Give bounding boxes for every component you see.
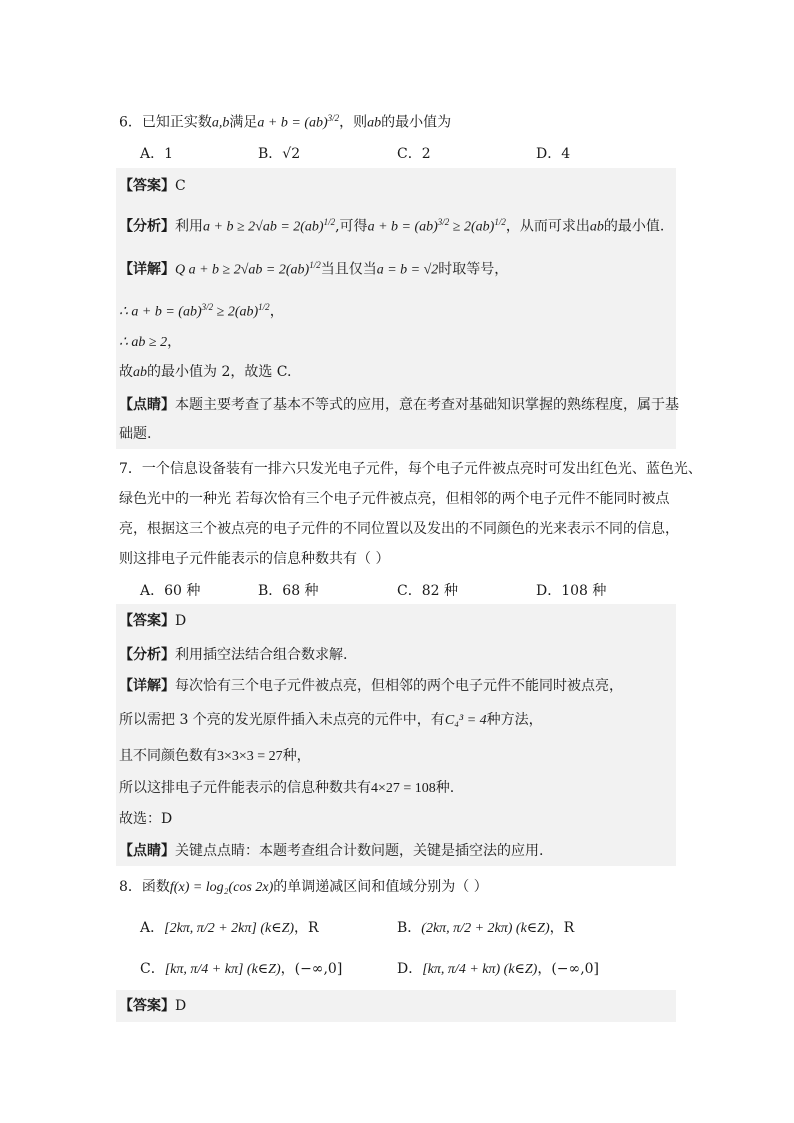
option-tail: ，R <box>294 920 319 936</box>
text: ， <box>167 334 182 350</box>
option-label: D． <box>397 961 423 977</box>
math: ab <box>589 219 604 235</box>
text: 种， <box>282 748 311 764</box>
analysis-tag: 【分析】 <box>119 218 175 235</box>
comment-tag: 【点睛】 <box>119 843 175 859</box>
q8-option-c <box>140 959 342 980</box>
q7-detail-line2 <box>119 710 543 731</box>
q7-stem-line3: 亮，根据这三个被点亮的电子元件的不同位置以及发出的不同颜色的光来表示不同的信息， <box>119 521 679 537</box>
answer-value: D <box>175 613 187 629</box>
option-label: C． <box>140 961 165 977</box>
math: 3×3×3 = 27 <box>217 749 283 764</box>
q6-detail-line3 <box>119 332 181 353</box>
q7-answer <box>119 611 186 631</box>
math: a + b ≥ 2√ab = 2(ab) <box>203 219 324 235</box>
comment-tag: 【点睛】 <box>119 397 175 413</box>
math: ≥ 2(ab) <box>213 304 259 320</box>
math: ∴ ab ≥ 2 <box>119 335 168 350</box>
detail-tag: 【详解】 <box>119 678 175 694</box>
q7-detail-line4 <box>119 778 454 799</box>
answer-value: D <box>175 998 187 1014</box>
text: 关键点点睛：本题考查组合计数问题，关键是插空法的应用. <box>175 843 544 859</box>
text: 所以需把 3 个亮的发光原件插入未点亮的元件中，有 <box>119 712 445 728</box>
math: C₄³ = 4 <box>444 713 487 728</box>
math: Q a + b ≥ 2√ab = 2(ab) <box>175 262 310 278</box>
exponent: 1/2 <box>494 217 506 227</box>
q7-stem-line1: 7．一个信息设备装有一排六只发光电子元件，每个电子元件被点亮时可发出红色光、蓝色光、 <box>119 461 702 477</box>
q8-solution-panel <box>116 990 676 1022</box>
math: ∴ a + b = (ab) <box>119 304 202 320</box>
math: [2kπ, π/2 + 2kπ] (k∈Z) <box>164 921 295 936</box>
q6-stem-post2: 的最小值为 <box>381 114 452 131</box>
q6-comment <box>119 395 679 415</box>
q6-analysis <box>119 212 664 238</box>
q6-detail <box>119 255 508 281</box>
analysis-tag: 【分析】 <box>119 647 175 663</box>
q6-detail-line2 <box>119 297 284 323</box>
q6-condition: a + b = (ab) <box>257 115 328 131</box>
q7-solution-panel <box>116 604 676 866</box>
q8-stem <box>119 877 488 898</box>
q6-comment-cont: 础题. <box>119 426 152 442</box>
q6-option-b: B．√2 <box>258 146 301 162</box>
q6-condition-exponent: 3/2 <box>327 113 340 123</box>
option-label: A． <box>140 920 165 936</box>
exponent: 1/2 <box>309 260 321 270</box>
exponent: 1/2 <box>258 302 270 312</box>
exponent: 1/2 <box>323 217 336 227</box>
q7-option-d: D．108 种 <box>536 583 607 599</box>
q6-option-a: A．1 <box>140 146 174 162</box>
math: a + b = (ab) <box>367 219 438 235</box>
q7-detail <box>119 676 623 696</box>
math: ≥ 2(ab) <box>449 219 495 235</box>
option-label: B． <box>397 920 422 936</box>
math: (2kπ, π/2 + 2kπ) (k∈Z) <box>421 921 550 936</box>
q7-option-b: B．68 种 <box>258 583 319 599</box>
text: 利用 <box>175 218 203 235</box>
q8-option-b <box>397 918 574 939</box>
q7-detail-line3 <box>119 746 311 767</box>
answer-value: C <box>175 178 186 194</box>
q6-vars: a,b <box>211 115 230 131</box>
text: 的最小值为 2，故选 C. <box>147 364 292 380</box>
text: 当且仅当 <box>320 261 377 278</box>
q6-stem-mid: 满足 <box>229 114 258 131</box>
answer-tag: 【答案】 <box>119 178 175 194</box>
option-tail: ，(−∞,0] <box>280 961 343 977</box>
math: f(x) = log₂(cos 2x) <box>169 880 274 895</box>
q8-option-d <box>397 959 599 980</box>
text: 时取等号， <box>438 261 509 278</box>
math: ab <box>133 365 147 380</box>
text: 每次恰有三个电子元件被点亮，但相邻的两个电子元件不能同时被点亮， <box>175 678 623 694</box>
q6-detail-line4 <box>119 362 291 383</box>
text: ， <box>269 303 284 320</box>
text: 利用插空法结合组合数求解. <box>175 647 348 663</box>
q6-ab: ab <box>367 115 382 131</box>
text: 种. <box>435 780 455 796</box>
text: 故 <box>119 364 133 380</box>
math: [kπ, π/4 + kπ] (k∈Z) <box>164 962 281 977</box>
q6-answer <box>119 176 186 196</box>
option-tail: ，R <box>549 920 575 936</box>
q7-stem-line2: 绿色光中的一种光 若每次恰有三个电子元件被点亮，但相邻的两个电子元件不能同时被点 <box>119 491 670 507</box>
q6-stem-pre: 6．已知正实数 <box>119 114 212 131</box>
q7-option-c: C．82 种 <box>397 583 458 599</box>
text: 本题主要考查了基本不等式的应用，意在考查对基础知识掌握的熟练程度，属于基 <box>175 397 679 413</box>
q6-stem <box>119 108 451 134</box>
text: ，从而可求出 <box>505 218 590 235</box>
text: 8．函数 <box>119 879 170 895</box>
answer-tag: 【答案】 <box>119 613 175 629</box>
text: 所以这排电子元件能表示的信息种数共有 <box>119 780 371 796</box>
text: 的单调递减区间和值域分别为（ ） <box>273 879 488 895</box>
text: 的最小值. <box>603 218 665 235</box>
q7-option-a: A．60 种 <box>140 583 201 599</box>
math: 4×27 = 108 <box>371 781 436 796</box>
math: a = b = √2 <box>376 262 439 278</box>
q8-option-a <box>140 918 319 939</box>
answer-tag: 【答案】 <box>119 998 175 1014</box>
text: 种方法， <box>486 712 543 728</box>
q8-answer <box>119 996 186 1016</box>
q7-analysis <box>119 645 347 665</box>
math: [kπ, π/4 + kπ) (k∈Z) <box>422 962 538 977</box>
q6-option-d: D．4 <box>536 146 571 162</box>
detail-tag: 【详解】 <box>119 261 175 278</box>
exponent: 3/2 <box>201 302 214 312</box>
q7-stem-line4: 则这排电子元件能表示的信息种数共有（ ） <box>119 551 390 567</box>
exponent: 3/2 <box>437 217 450 227</box>
text: ,可得 <box>335 218 368 235</box>
q6-option-c: C．2 <box>397 146 431 162</box>
q6-stem-post1: ，则 <box>339 114 368 131</box>
option-tail: ，(−∞,0] <box>537 961 600 977</box>
q7-comment <box>119 841 543 861</box>
q7-detail-line5: 故选：D <box>119 811 173 827</box>
text: 且不同颜色数有 <box>119 748 217 764</box>
